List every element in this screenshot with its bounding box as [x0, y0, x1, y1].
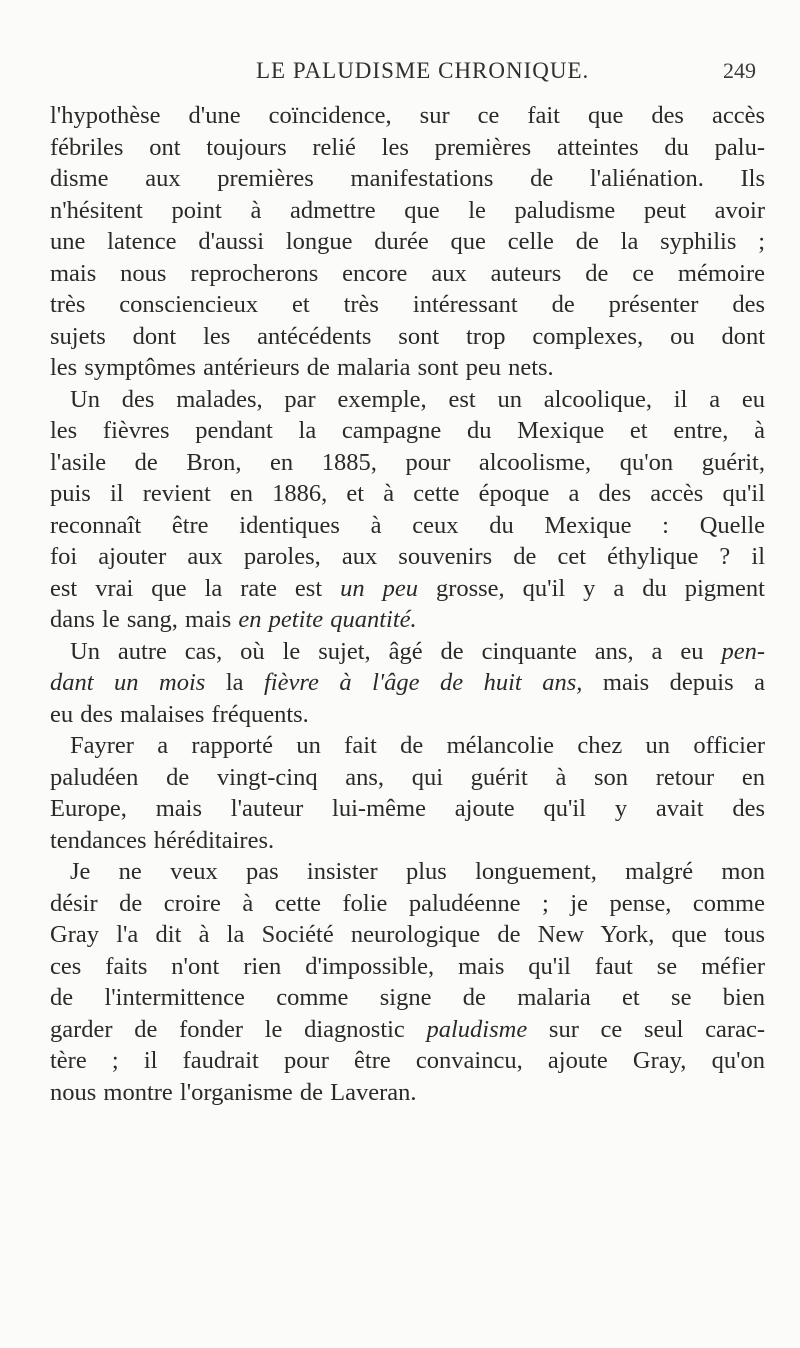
text-line: les symptômes antérieurs de malaria sont peu nets.: [50, 354, 554, 381]
text-line: Gray l'a dit à la Société neurologique de New York, que tous: [50, 921, 765, 948]
page-header: [256, 58, 756, 88]
text-line: l'hypothèse d'une coïncidence, sur ce fait que des accès: [50, 102, 765, 129]
text-line: dant un mois la fièvre à l'âge de huit ans, mais depuis a: [50, 669, 765, 696]
text-line: mais nous reprocherons encore aux auteurs de ce mémoire: [50, 259, 765, 287]
text-line: eu des malaises fréquents.: [50, 700, 309, 728]
text-line: sujets dont les antécédents sont trop complexes, ou dont: [50, 322, 765, 350]
text-line: très consciencieux et très intéressant de présenter des: [50, 291, 765, 318]
text-line: tère ; il faudrait pour être convaincu, ajoute Gray, qu'on: [50, 1047, 765, 1074]
running-title: LE PALUDISME CHRONIQUE.: [256, 58, 590, 83]
text-line: est vrai que la rate est un peu grosse, qu'il y a du pigment: [50, 574, 765, 602]
text-line: désir de croire à cette folie paludéenne ; je pense, comme: [50, 889, 765, 917]
text-line: garder de fonder le diagnostic paludisme sur ce seul carac-: [50, 1015, 765, 1043]
paragraph-start: Un autre cas, où le sujet, âgé de cinquante ans, a eu pen-: [70, 637, 765, 665]
text-line: dans le sang, mais en petite quantité.: [50, 606, 417, 633]
text-line: fébriles ont toujours relié les premières atteintes du palu-: [50, 133, 765, 161]
text-line: nous montre l'organisme de Laveran.: [50, 1078, 417, 1106]
text-line: puis il revient en 1886, et à cette époque a des accès qu'il: [50, 480, 765, 507]
text-line: tendances héréditaires.: [50, 826, 275, 854]
text-line: Europe, mais l'auteur lui-même ajoute qu'il y avait des: [50, 795, 765, 822]
text-line: ces faits n'ont rien d'impossible, mais qu'il faut se méfier: [50, 952, 765, 980]
text-line: une latence d'aussi longue durée que celle de la syphilis ;: [50, 228, 765, 255]
paragraph-start: Je ne veux pas insister plus longuement, malgré mon: [70, 858, 765, 885]
paragraph-start: Un des malades, par exemple, est un alcoolique, il a eu: [70, 385, 765, 413]
text-line: l'asile de Bron, en 1885, pour alcoolisme, qu'on guérit,: [50, 448, 765, 476]
page-number: 249: [723, 58, 756, 83]
text-line: de l'intermittence comme signe de malaria et se bien: [50, 984, 765, 1011]
text-line: les fièvres pendant la campagne du Mexique et entre, à: [50, 417, 765, 444]
text-line: n'hésitent point à admettre que le paludisme peut avoir: [50, 196, 765, 224]
body-text: [50, 100, 765, 1108]
paragraph-start: Fayrer a rapporté un fait de mélancolie chez un officier: [70, 732, 765, 759]
text-line: paludéen de vingt-cinq ans, qui guérit à son retour en: [50, 763, 765, 791]
text-line: disme aux premières manifestations de l'aliénation. Ils: [50, 165, 765, 192]
text-line: foi ajouter aux paroles, aux souvenirs de cet éthylique ? il: [50, 543, 765, 570]
text-line: reconnaît être identiques à ceux du Mexique : Quelle: [50, 511, 765, 539]
